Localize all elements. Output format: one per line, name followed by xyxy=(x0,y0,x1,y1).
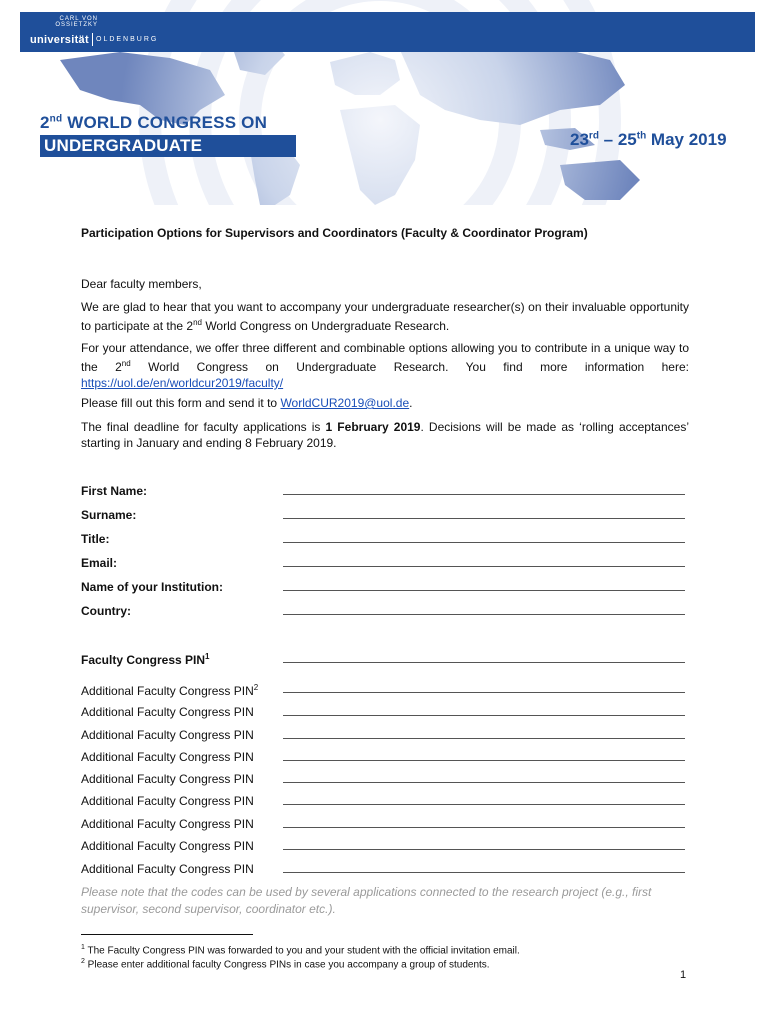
email-field[interactable] xyxy=(283,566,685,567)
page-number: 1 xyxy=(680,969,687,981)
faculty-pin-field[interactable] xyxy=(283,662,685,663)
university-logo xyxy=(30,16,160,46)
additional-pin-field[interactable] xyxy=(283,760,685,761)
footnote-2: $^2$ Please enter additional faculty Congress PINs in case you accompany a group of students. xyxy=(81,958,490,971)
logo-main-text: universität xyxy=(30,34,89,46)
greeting: Dear faculty members, xyxy=(81,277,202,291)
institution-label: Name of your Institution: xyxy=(81,580,223,594)
title-label: Title: xyxy=(81,532,110,546)
additional-pin-field[interactable] xyxy=(283,849,685,850)
additional-pin-field[interactable] xyxy=(283,827,685,828)
additional-pin-label: Additional Faculty Congress PIN xyxy=(81,750,254,764)
country-label: Country: xyxy=(81,604,131,618)
institution-field[interactable] xyxy=(283,590,685,591)
paragraph-intro: We are glad to hear that you want to accompany your undergraduate researcher(s) on their invaluable opportunity to participate at the 2nd World Congress on Undergraduate Research. xyxy=(81,300,689,333)
logo-divider xyxy=(92,33,93,46)
pin-usage-note: Please note that the codes can be used by several applications connected to the research project (e.g., first supervisor, second supervisor, coordinator etc.). xyxy=(81,885,652,916)
logo-city-text: OLDENBURG xyxy=(96,36,159,43)
faculty-pin-label: Faculty Congress PIN$^1$ xyxy=(81,652,210,667)
paragraph-deadline: The final deadline for faculty applications is 1 February 2019. Decisions will be made as ‘rolling acceptances’ starting in January and ending 8 February 2019. xyxy=(81,420,689,450)
congress-title-line1: 2nd WORLD CONGRESS ON xyxy=(40,113,268,132)
email-label: Email: xyxy=(81,556,118,570)
additional-pin-field[interactable] xyxy=(283,715,685,716)
additional-pin-label: Additional Faculty Congress PIN xyxy=(81,794,254,808)
additional-pin-label: Additional Faculty Congress PIN xyxy=(81,839,254,853)
page-heading: Participation Options for Supervisors and Coordinators (Faculty & Coordinator Program) xyxy=(81,226,588,240)
additional-pin-label: Additional Faculty Congress PIN xyxy=(81,705,254,719)
first-name-label: First Name: xyxy=(81,484,148,498)
additional-pin-field[interactable] xyxy=(283,804,685,805)
additional-pin-label: Additional Faculty Congress PIN xyxy=(81,817,254,831)
header-banner xyxy=(0,0,770,205)
surname-label: Surname: xyxy=(81,508,137,522)
title-field[interactable] xyxy=(283,542,685,543)
additional-pin-label: Additional Faculty Congress PIN$^2$ xyxy=(81,683,259,698)
additional-pin-label: Additional Faculty Congress PIN xyxy=(81,862,254,876)
paragraph-options: For your attendance, we offer three different and combinable options allowing you to contribute in a unique way to the 2nd World Congress on Undergraduate Research. You find more information here: https://uol.de/en/worldcur2019/faculty/ xyxy=(81,341,689,390)
footnote-divider xyxy=(81,934,253,935)
faculty-info-link[interactable]: https://uol.de/en/worldcur2019/faculty/ xyxy=(81,376,284,390)
first-name-field[interactable] xyxy=(283,494,685,495)
congress-dates: 23rd – 25th May 2019 xyxy=(570,130,727,149)
additional-pin-label: Additional Faculty Congress PIN xyxy=(81,772,254,786)
surname-field[interactable] xyxy=(283,518,685,519)
additional-pin-label: Additional Faculty Congress PIN xyxy=(81,728,254,742)
logo-small-text: CARL VON OSSIETZKY xyxy=(55,16,98,28)
congress-title-line2: UNDERGRADUATE RESEARCH xyxy=(40,135,296,157)
paragraph-submit: Please fill out this form and send it to WorldCUR2019@uol.de. xyxy=(81,396,413,410)
country-field[interactable] xyxy=(283,614,685,615)
additional-pin-field[interactable] xyxy=(283,872,685,873)
email-link[interactable]: WorldCUR2019@uol.de xyxy=(280,396,410,410)
footnote-1: $^1$ The Faculty Congress PIN was forwarded to you and your student with the official invitation email. xyxy=(81,944,520,957)
additional-pin-field[interactable] xyxy=(283,738,685,739)
additional-pin-field[interactable] xyxy=(283,692,685,693)
additional-pin-field[interactable] xyxy=(283,782,685,783)
